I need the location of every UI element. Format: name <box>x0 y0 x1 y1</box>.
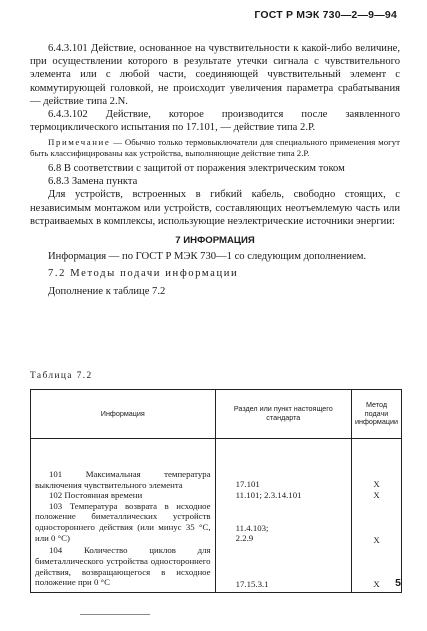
table-title: Таблица 7.2 <box>30 371 93 381</box>
row-section: 11.4.103; 2.2.9 <box>215 501 351 546</box>
paragraph-6-4-3-102: 6.4.3.102 Действие, которое производится после заявленного термоциклического испытания по 17.101, — действие типа 2.Р. <box>30 109 400 134</box>
row-info: 101 Максимальная температура выключения чувствительного элемента <box>31 439 216 491</box>
footer-rule <box>80 614 150 615</box>
table-row <box>31 490 402 501</box>
document-body <box>30 42 400 298</box>
note-text: — Обычно только термовыключатели для специального применения могут быть классифицированы как устройства, выполняющие действие типа 2.Р. <box>30 137 400 159</box>
row-method: X <box>352 490 402 501</box>
paragraph-6-8: 6.8 В соответствии с защитой от поражения электрическим током <box>48 163 345 175</box>
row-section: 17.101 <box>215 439 351 491</box>
note-label: Примечание <box>48 137 111 148</box>
row-section: 17.15.3.1 <box>215 545 351 592</box>
paragraph-6-8-3: 6.8.3 Замена пункта <box>48 176 138 188</box>
page-number: 5 <box>395 577 401 589</box>
paragraph-7-2 <box>30 267 400 280</box>
header-method: Метод подачи информации <box>352 390 402 439</box>
table-header-row <box>31 390 402 439</box>
header-information: Информация <box>31 390 216 439</box>
row-info: 104 Количество циклов для биметаллического устройства одностороннего действия, возвращающегося в исходное положение при 0 °С <box>31 545 216 592</box>
row-info: 103 Температура возврата в исходное положение биметаллических устройств одностороннего действия (или минус 35 °С, или 0 °С) <box>31 501 216 546</box>
header-section: Раздел или пункт настоящего стандарта <box>215 390 351 439</box>
document-header: ГОСТ Р МЭК 730—2—9—94 <box>254 9 397 21</box>
row-info: 102 Постоянная времени <box>31 490 216 501</box>
paragraph-table-addition: Дополнение к таблице 7.2 <box>48 285 166 297</box>
section-heading: 7 ИНФОРМАЦИЯ <box>175 235 255 247</box>
paragraph-information: Информация — по ГОСТ Р МЭК 730—1 со следующим дополнением. <box>48 251 367 263</box>
row-method: X <box>352 545 402 592</box>
note <box>30 137 400 159</box>
subsection-title: 7.2 Методы подачи информации <box>48 268 239 280</box>
table-row <box>31 439 402 491</box>
row-method: X <box>352 501 402 546</box>
table-row <box>31 501 402 546</box>
row-section: 11.101; 2.3.14.101 <box>215 490 351 501</box>
info-table <box>30 389 402 593</box>
paragraph-6-4-3-101: 6.4.3.101 Действие, основанное на чувствительности к какой-либо величине, при осуществлении которого в результате утечки сигнала с чувствительного элемента или с любой части, соединяющей чувствительный элемент с коммутирующей головкой, не происходит увеличения параметра срабатывания — действие типа 2.N. <box>30 43 400 107</box>
table-row <box>31 545 402 592</box>
paragraph-replacement-text: Для устройств, встроенных в гибкий кабель, свободно стоящих, с независимым монтажом или устройств, составляющих неотъемлемую часть или встраиваемых в комплексы, использующие неэлектрические источники энергии: <box>30 189 400 227</box>
row-method: X <box>352 439 402 491</box>
